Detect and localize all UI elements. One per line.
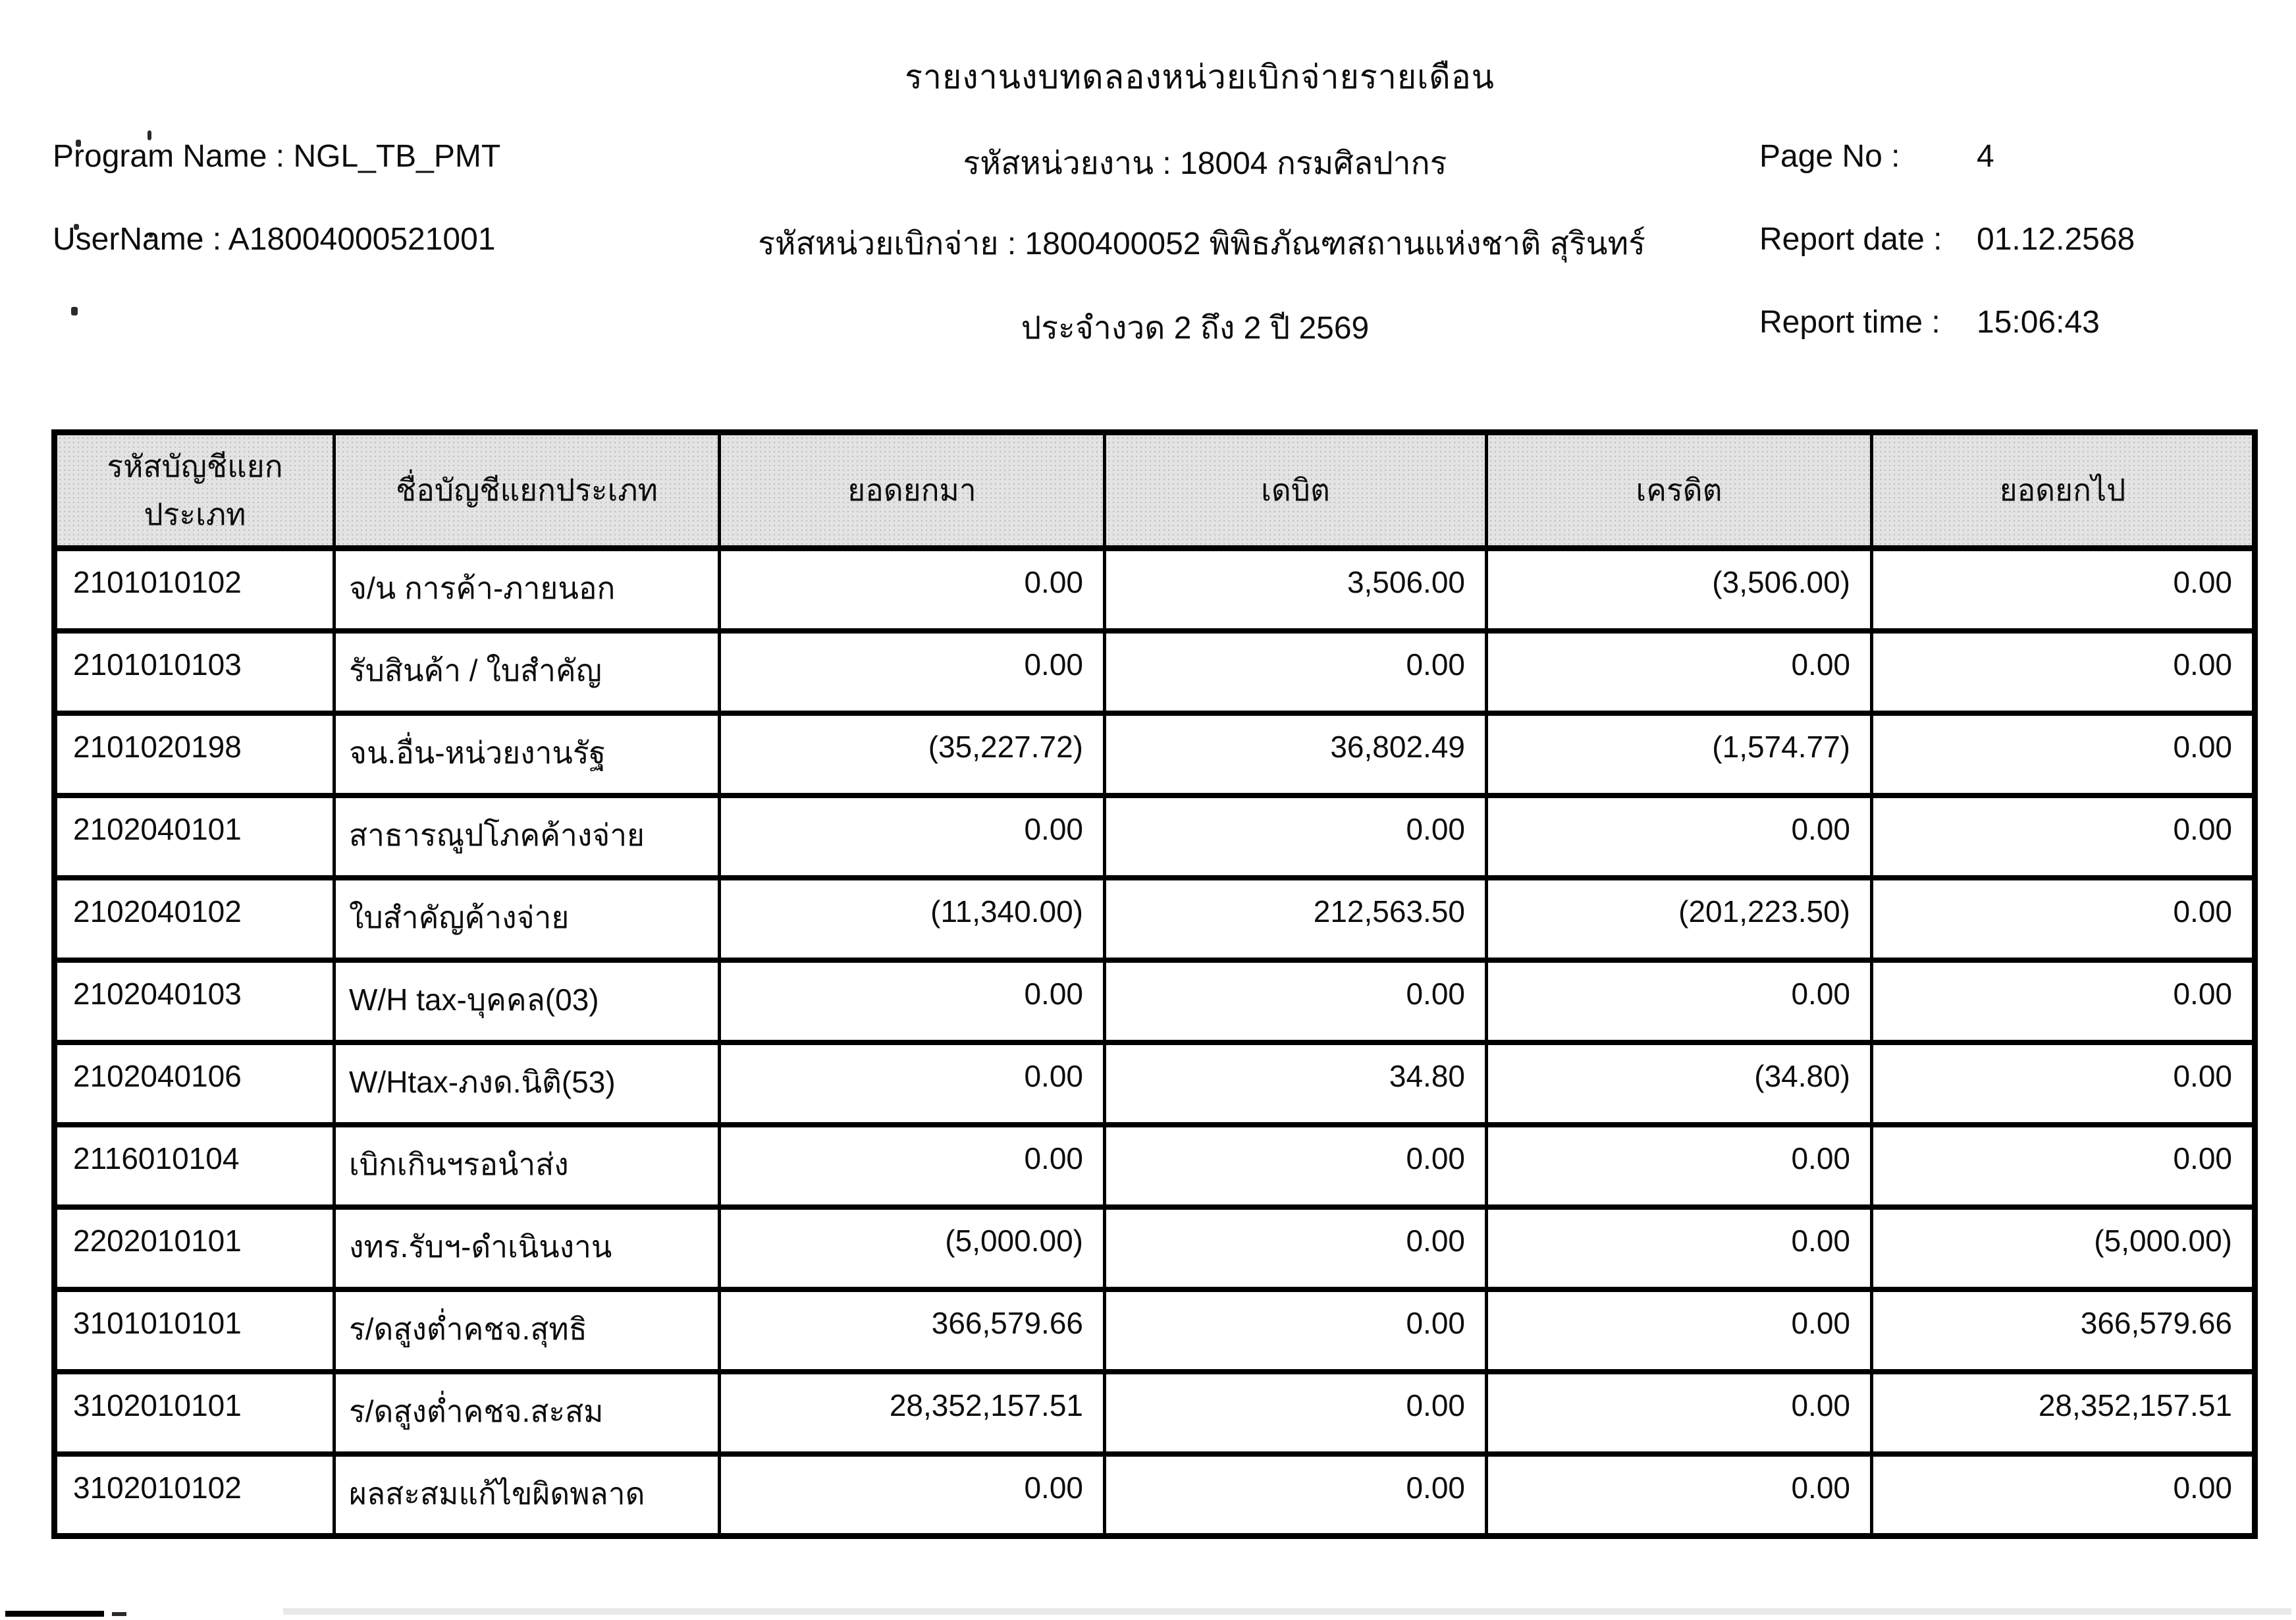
- debit-cell: 3,506.00: [1105, 549, 1487, 631]
- debit-cell: 0.00: [1105, 960, 1487, 1042]
- page-no-label: Page No :: [1759, 139, 1900, 174]
- account-code-cell: 2101010103: [55, 631, 334, 713]
- balance-brought-forward-cell: 0.00: [720, 1125, 1105, 1207]
- account-name-cell: ร/ดสูงต่ำคชจ.สะสม: [334, 1372, 720, 1454]
- table-row: [55, 1207, 2255, 1289]
- report-date-value: 01.12.2568: [1977, 222, 2135, 257]
- account-code-cell: 2101010102: [55, 549, 334, 631]
- credit-cell: (3,506.00): [1487, 549, 1872, 631]
- header-credit: เครดิต: [1487, 433, 1872, 549]
- scan-speck: [71, 307, 78, 315]
- debit-cell: 0.00: [1105, 1289, 1487, 1372]
- account-code-cell: 2102040102: [55, 878, 334, 960]
- debit-cell: 0.00: [1105, 631, 1487, 713]
- account-code-cell: 2101020198: [55, 713, 334, 796]
- balance-brought-forward-cell: 0.00: [720, 549, 1105, 631]
- table-row: [55, 960, 2255, 1042]
- period-line: ประจำงวด 2 ถึง 2 ปี 2569: [1021, 311, 1370, 346]
- credit-cell: 0.00: [1487, 1454, 1872, 1536]
- debit-cell: 0.00: [1105, 1125, 1487, 1207]
- trial-balance-table: [51, 429, 2258, 1539]
- table-header-row: [55, 433, 2255, 549]
- header-balance-brought-forward: ยอดยกมา: [720, 433, 1105, 549]
- account-code-cell: 3101010101: [55, 1289, 334, 1372]
- balance-carried-forward-cell: 366,579.66: [1872, 1289, 2255, 1372]
- report-time-value: 15:06:43: [1977, 305, 2100, 340]
- table-row: [55, 1372, 2255, 1454]
- account-name-cell: W/H tax-บุคคล(03): [334, 960, 720, 1042]
- debit-cell: 34.80: [1105, 1042, 1487, 1125]
- debit-cell: 0.00: [1105, 796, 1487, 878]
- username-line: [53, 221, 496, 257]
- account-name-cell: รับสินค้า / ใบสำคัญ: [334, 631, 720, 713]
- balance-brought-forward-cell: (11,340.00): [720, 878, 1105, 960]
- scan-bar: [5, 1611, 104, 1617]
- program-name-line: [53, 138, 500, 175]
- balance-brought-forward-cell: 0.00: [720, 960, 1105, 1042]
- account-name-cell: จน.อื่น-หน่วยงานรัฐ: [334, 713, 720, 796]
- credit-cell: 0.00: [1487, 796, 1872, 878]
- table-row: [55, 1454, 2255, 1536]
- debit-cell: 0.00: [1105, 1207, 1487, 1289]
- credit-cell: (34.80): [1487, 1042, 1872, 1125]
- account-name-cell: งทร.รับฯ-ดำเนินงาน: [334, 1207, 720, 1289]
- credit-cell: 0.00: [1487, 631, 1872, 713]
- account-name-cell: ใบสำคัญค้างจ่าย: [334, 878, 720, 960]
- table-row: [55, 1125, 2255, 1207]
- balance-carried-forward-cell: 0.00: [1872, 549, 2255, 631]
- credit-cell: (201,223.50): [1487, 878, 1872, 960]
- credit-cell: 0.00: [1487, 1372, 1872, 1454]
- header-account-code: รหัสบัญชีแยกประเภท: [55, 433, 334, 549]
- balance-carried-forward-cell: 0.00: [1872, 796, 2255, 878]
- table-row: [55, 631, 2255, 713]
- header-account-name: ชื่อบัญชีแยกประเภท: [334, 433, 720, 549]
- debit-cell: 212,563.50: [1105, 878, 1487, 960]
- balance-brought-forward-cell: 366,579.66: [720, 1289, 1105, 1372]
- balance-carried-forward-cell: (5,000.00): [1872, 1207, 2255, 1289]
- username-value: A18004000521001: [228, 222, 496, 257]
- balance-carried-forward-cell: 0.00: [1872, 960, 2255, 1042]
- account-name-cell: W/Htax-ภงด.นิติ(53): [334, 1042, 720, 1125]
- trial-balance-table-body: [55, 549, 2255, 1536]
- balance-brought-forward-cell: (35,227.72): [720, 713, 1105, 796]
- report-date-label: Report date :: [1759, 222, 1942, 257]
- balance-brought-forward-cell: 0.00: [720, 796, 1105, 878]
- balance-carried-forward-cell: 0.00: [1872, 1125, 2255, 1207]
- balance-carried-forward-cell: 0.00: [1872, 1042, 2255, 1125]
- account-code-cell: 2116010104: [55, 1125, 334, 1207]
- balance-carried-forward-cell: 0.00: [1872, 713, 2255, 796]
- username-label: UserName :: [53, 222, 222, 257]
- account-code-cell: 3102010101: [55, 1372, 334, 1454]
- table-row: [55, 713, 2255, 796]
- program-name-value: NGL_TB_PMT: [293, 139, 501, 174]
- debit-cell: 36,802.49: [1105, 713, 1487, 796]
- agency-line: รหัสหน่วยงาน : 18004 กรมศิลปากร: [963, 146, 1447, 181]
- report-title: รายงานงบทดลองหน่วยเบิกจ่ายรายเดือน: [905, 59, 1495, 95]
- credit-cell: (1,574.77): [1487, 713, 1872, 796]
- table-row: [55, 1289, 2255, 1372]
- balance-carried-forward-cell: 0.00: [1872, 1454, 2255, 1536]
- table-row: [55, 1042, 2255, 1125]
- account-name-cell: ร/ดสูงต่ำคชจ.สุทธิ: [334, 1289, 720, 1372]
- balance-carried-forward-cell: 0.00: [1872, 631, 2255, 713]
- account-name-cell: ผลสะสมแก้ไขผิดพลาด: [334, 1454, 720, 1536]
- page-no-value: 4: [1977, 139, 1994, 174]
- account-code-cell: 2102040101: [55, 796, 334, 878]
- account-name-cell: เบิกเกินฯรอนำส่ง: [334, 1125, 720, 1207]
- header-debit: เดบิต: [1105, 433, 1487, 549]
- balance-carried-forward-cell: 28,352,157.51: [1872, 1372, 2255, 1454]
- disbursement-unit-line: รหัสหน่วยเบิกจ่าย : 1800400052 พิพิธภัณฑสถานแห่งชาติ สุรินทร์: [758, 227, 1645, 261]
- credit-cell: 0.00: [1487, 1125, 1872, 1207]
- account-name-cell: สาธารณูปโภคค้างจ่าย: [334, 796, 720, 878]
- balance-brought-forward-cell: (5,000.00): [720, 1207, 1105, 1289]
- table-row: [55, 796, 2255, 878]
- account-name-cell: จ/น การค้า-ภายนอก: [334, 549, 720, 631]
- table-row: [55, 878, 2255, 960]
- scan-strip: [283, 1608, 2291, 1615]
- header-balance-carried-forward: ยอดยกไป: [1872, 433, 2255, 549]
- scan-speck: [112, 1612, 126, 1616]
- balance-carried-forward-cell: 0.00: [1872, 878, 2255, 960]
- balance-brought-forward-cell: 0.00: [720, 631, 1105, 713]
- balance-brought-forward-cell: 0.00: [720, 1454, 1105, 1536]
- debit-cell: 0.00: [1105, 1372, 1487, 1454]
- credit-cell: 0.00: [1487, 1289, 1872, 1372]
- account-code-cell: 2102040106: [55, 1042, 334, 1125]
- credit-cell: 0.00: [1487, 1207, 1872, 1289]
- account-code-cell: 2202010101: [55, 1207, 334, 1289]
- balance-brought-forward-cell: 28,352,157.51: [720, 1372, 1105, 1454]
- debit-cell: 0.00: [1105, 1454, 1487, 1536]
- report-time-label: Report time :: [1759, 305, 1940, 340]
- account-code-cell: 3102010102: [55, 1454, 334, 1536]
- credit-cell: 0.00: [1487, 960, 1872, 1042]
- account-code-cell: 2102040103: [55, 960, 334, 1042]
- program-name-label: Program Name :: [53, 139, 285, 174]
- table-row: [55, 549, 2255, 631]
- balance-brought-forward-cell: 0.00: [720, 1042, 1105, 1125]
